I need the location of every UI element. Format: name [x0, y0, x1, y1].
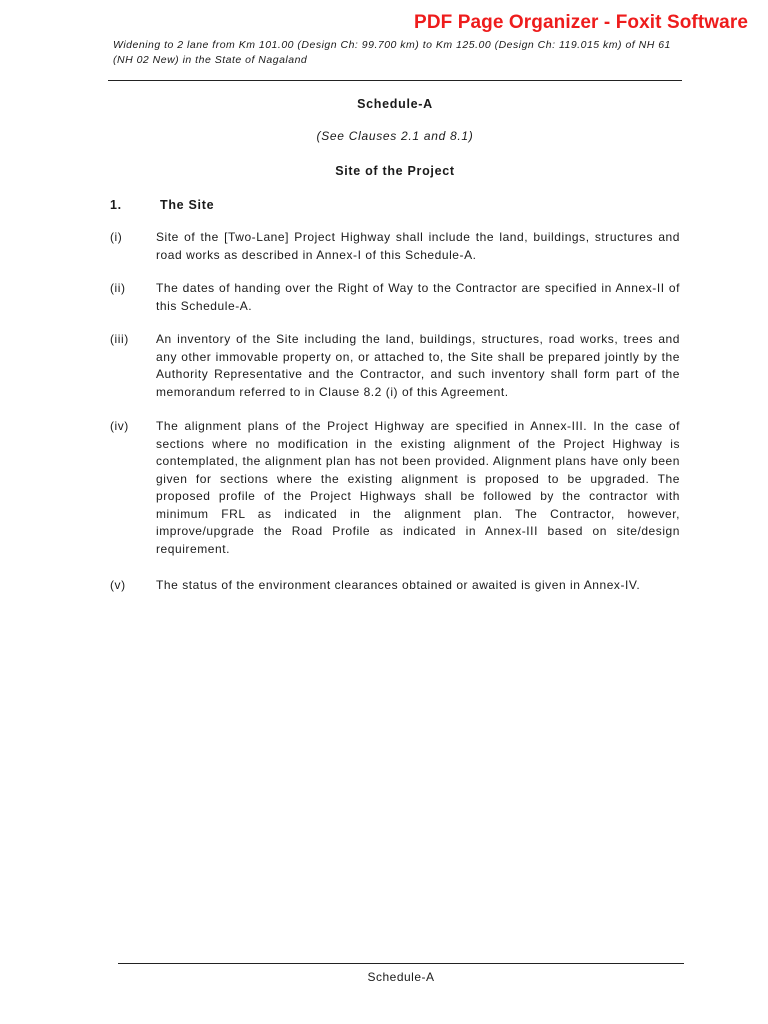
clause-numeral: (iii) — [110, 332, 129, 346]
clause-numeral: (ii) — [110, 281, 126, 295]
section-heading-text: The Site — [160, 198, 215, 212]
clause-item — [110, 418, 680, 558]
clause-text: The dates of handing over the Right of Way to the Contractor are specified in Annex-II of this Schedule-A. — [156, 281, 680, 313]
clause-item — [110, 577, 680, 595]
schedule-title: Schedule-A — [357, 97, 433, 111]
clause-reference: (See Clauses 2.1 and 8.1) — [316, 129, 474, 143]
foxit-watermark: PDF Page Organizer - Foxit Software — [414, 12, 748, 33]
clause-text: Site of the [Two-Lane] Project Highway shall include the land, buildings, structures and road works as described in Annex-I of this Schedule-A. — [156, 230, 680, 262]
clause-item — [110, 331, 680, 401]
header-divider — [108, 80, 682, 81]
section-number: 1. — [110, 198, 122, 212]
clause-numeral: (iv) — [110, 419, 129, 433]
section-heading — [110, 198, 214, 212]
clause-numeral: (v) — [110, 578, 126, 592]
section-title: Site of the Project — [335, 164, 455, 178]
clause-numeral: (i) — [110, 230, 123, 244]
clause-item — [110, 280, 680, 315]
footer-divider — [118, 963, 684, 964]
clause-text: The status of the environment clearances obtained or awaited is given in Annex-IV. — [156, 578, 641, 592]
clause-text: An inventory of the Site including the land, buildings, structures, road works, trees and any other immovable property on, or attached to, the Site shall be prepared jointly by the Authority Representative and the Contractor, and such inventory shall form part of the memorandum referred to in Clause 8.2 (i) of this Agreement. — [156, 332, 680, 399]
running-header: Widening to 2 lane from Km 101.00 (Design Ch: 99.700 km) to Km 125.00 (Design Ch: 119.015 km) of NH 61 (NH 02 New) in the State of Nagaland — [113, 39, 671, 66]
page-footer: Schedule-A — [367, 970, 435, 984]
clause-text: The alignment plans of the Project Highway are specified in Annex-III. In the case of sections where no modification in the existing alignment of the Project Highway is contemplated, the alignment plan has not been provided. Alignment plans have only been given for sections where the existing alignment is proposed to be upgraded. The proposed profile of the Project Highways shall be followed by the contractor with minimum FRL as indicated in the alignment plan. The Contractor, however, improve/upgrade the Road Profile as indicated in Annex-III based on site/design requirement. — [156, 419, 680, 556]
clause-item — [110, 229, 680, 264]
